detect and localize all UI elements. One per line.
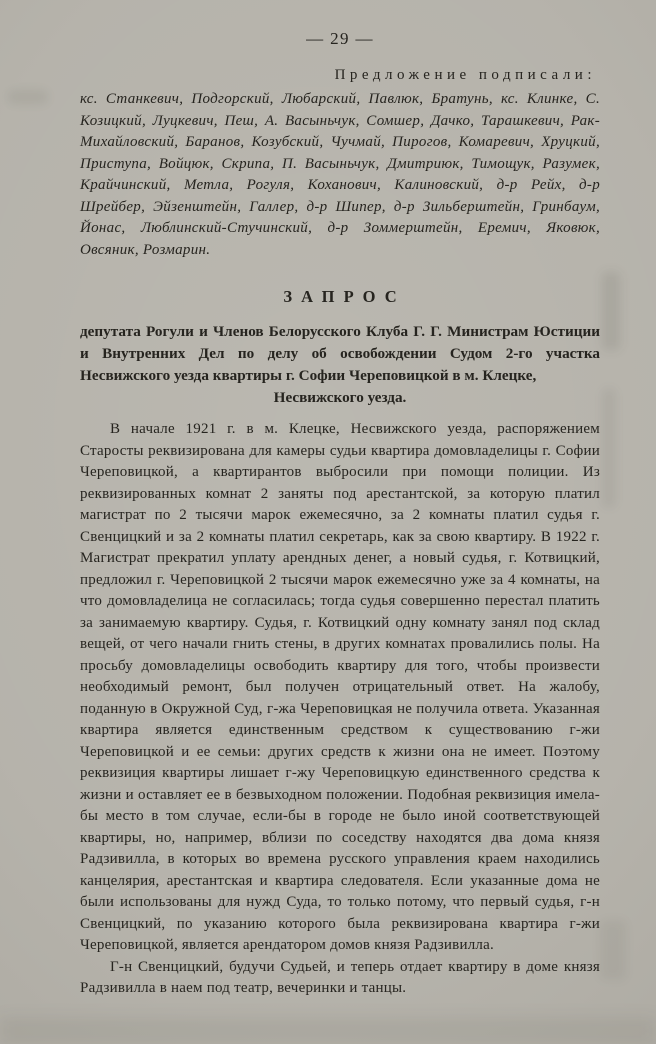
- request-addressee: депутата Рогули и Членов Белорусского Клуба Г. Г. Министрам Юстиции и Внутренних Дел по делу об освобождении Судом 2-го участка Несвижского уезда квартиры г. Софии Череповицкой в м. Клецке,: [80, 323, 600, 384]
- scan-artifact: [600, 920, 626, 980]
- scan-artifact: [602, 272, 620, 350]
- body-paragraph-1: В начале 1921 г. в м. Клецке, Несвижского уезда, распоряжением Старосты реквизирована для камеры судьи квартира домовладелицы г. Софии Череповицкой, а квартирантов выбросили при помощи полиции. Из реквизированных комнат 2 заняты под арестантской, за которую платил магистрат по 2 тысячи марок ежемесячно, за 2 комнаты платил судья г. Свенцицкий и за 2 комнаты платил секретарь, как за свою квартиру. В 1922 г. Магистрат прекратил уплату арендных денег, а новый судья, г. Котвицкий, предложил г. Череповицкой 2 тысячи марок ежемесячно уже за 4 комнаты, на что домовладелица не согласилась; тогда судья совершенно перестал платить за занимаемую квартиру. Судья, г. Котвицкий одну комнату занял под склад вещей, от чего начали гнить стены, в других комнатах провалились полы. На просьбу домовладелицы освободить квартиру для того, чтобы произвести необходимый ремонт, был получен отрицательный ответ. На жалобу, поданную в Окружной Суд, г-жа Череповицкая не получила ответа. Указанная квартира является единственным средством к существованию г-жи Череповицкой и ее семьи: других средств к жизни она не имеет. Поэтому реквизиция квартиры лишает г-жу Череповицкую единственного средства к жизни и оставляет ее в безвыходном положении. Подобная реквизиция имела-бы место в том случае, если-бы в городе не было иной соответствующей квартиры, но, например, вблизи по соседству находятся два дома князя Радзивилла, в которых во времена русского управления краем находились канцелярия, арестантская и квартира следователя. Если указанные дома не были использованы для нужд Суда, то только потому, что первый судья, г-н Свенцицкий, по указанию которого была реквизирована квартира г-жи Череповицкой, является арендатором домов князя Радзивилла.: [80, 421, 600, 953]
- signatories-header: Предложение подписали:: [334, 67, 596, 83]
- scan-artifact: [602, 388, 616, 508]
- page-number: — 29 —: [306, 29, 374, 48]
- request-title: ЗАПРОС: [283, 287, 406, 306]
- request-addressee-last-line: Несвижского уезда.: [273, 389, 407, 406]
- signatories-list: кс. Станкевич, Подгорский, Любарский, Павлюк, Братунь, кс. Клинке, С. Козицкий, Луцкевич, Пеш, А. Васыньчук, Сомшер, Дачко, Тарашкевич, Рак-Михайловский, Баранов, Козубский, Чучмай, Пирогов, Комаревич, Хруцкий, Приступа, Войцюк, Скрипа, П. Васыньчук, Дмитриюк, Тимощук, Разумек, Крайчинский, Метла, Рогуля, Коханович, Калиновский, д-р Рейх, д-р Шрейбер, Эйзенштейн, Галлер, д-р Шипер, д-р Зильберштейн, Гринбаум, Йонас, Люблинский-Стучинский, д-р Зоммерштейн, Еремич, Яковюк, Овсяник, Розмарин.: [80, 91, 600, 258]
- body-paragraph-2: Г-н Свенцицкий, будучи Судьей, и теперь отдает квартиру в доме князя Радзивилла в наем под театр, вечеринки и танцы.: [80, 958, 600, 996]
- scan-artifact: [0, 1018, 656, 1044]
- scan-artifact: [8, 90, 48, 104]
